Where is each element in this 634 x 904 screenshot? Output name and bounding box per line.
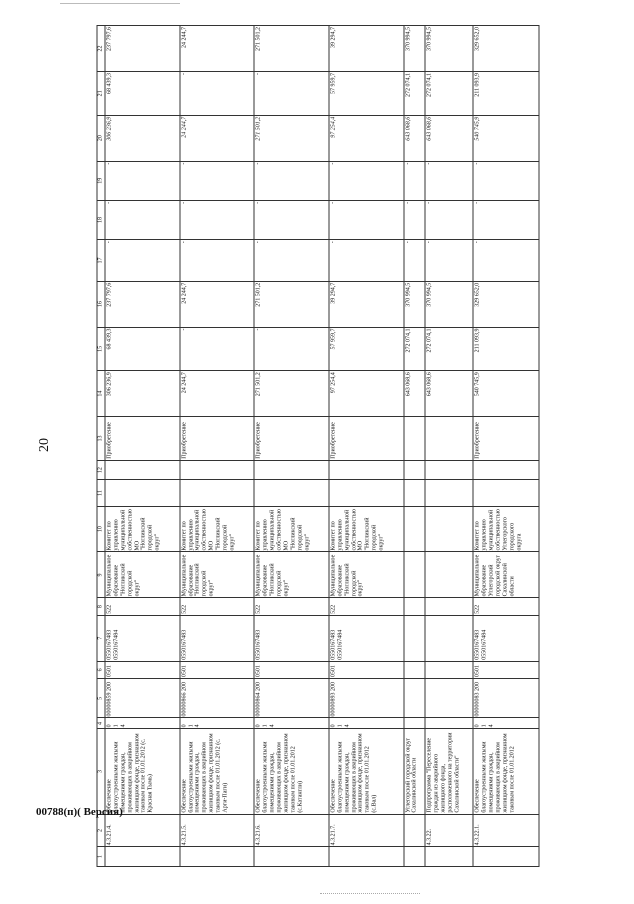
row-c16: 39 294,7 <box>329 281 404 327</box>
row-c16: 370 994,5 <box>404 281 426 327</box>
col-num: 2 <box>97 814 105 847</box>
row-kvr <box>404 615 426 661</box>
col-num: 8 <box>97 598 105 615</box>
row-c22: 24 244,7 <box>180 26 255 72</box>
row-description: Обеспечение благоустроенными жилыми помещениями граждан, проживающих в аварийном жилищном фонде, признанном таковым после 01.01.2012 (с. Арги-Паги) <box>180 729 255 814</box>
row-kvr: 0550167483 0550167484 <box>329 615 404 661</box>
row-c22: 237 797,6 <box>105 26 180 72</box>
row-description: Обеспечение благоустроенными жилыми помещениями граждан, проживающих в аварийном жилищном фонде, признанном таковым после 01.01.2012 (с.Вал) <box>329 729 404 814</box>
scan-artifact-line <box>60 3 180 4</box>
table-body <box>105 26 539 867</box>
row-c17: - <box>254 240 329 282</box>
row-vr: 522 <box>105 598 180 615</box>
row-recipient <box>425 552 473 598</box>
row-section <box>404 661 426 678</box>
col-num: 20 <box>97 115 105 161</box>
row-c15: 272 074,1 <box>425 327 473 371</box>
row-target-code: 00000864 200 <box>254 679 329 718</box>
row-col12 <box>254 460 329 480</box>
row-kvr: 0550167483 0550167484 <box>105 615 180 661</box>
row-executor: Комитет по управлению муниципальной собственностью МО "Ногликский городской округ" <box>105 506 180 552</box>
row-vr <box>425 598 473 615</box>
row-c14: 271 501,2 <box>254 371 329 417</box>
row-c17: - <box>329 240 404 282</box>
row-c17: - <box>473 240 539 282</box>
row-vr: 522 <box>329 598 404 615</box>
column-number-row <box>97 26 105 867</box>
row-c16: 329 652,0 <box>473 281 539 327</box>
row-description: Обеспечение благоустроенными жилыми помещениями граждан, проживающих в аварийном жилищном фонде, признанном таковым после 01.01.2012 (с. Красная Тымь) <box>105 729 180 814</box>
row-method: Приобретение <box>329 417 404 461</box>
row-c14: 24 244,7 <box>180 371 255 417</box>
row-c14: 97 254,4 <box>329 371 404 417</box>
row-c16: 370 994,5 <box>425 281 473 327</box>
row-c22: 329 652,0 <box>473 26 539 72</box>
row-section <box>425 661 473 678</box>
row-years <box>425 718 473 729</box>
col-num: 9 <box>97 552 105 598</box>
row-c18: - <box>404 200 426 239</box>
row-target-code <box>425 679 473 718</box>
row-col11 <box>180 480 255 506</box>
row-c15: - <box>180 327 255 371</box>
row-col1 <box>329 847 404 867</box>
col-num: 17 <box>97 240 105 282</box>
row-c14: 643 068,6 <box>404 371 426 417</box>
row-c21: 68 439,3 <box>105 72 180 116</box>
row-c20: 24 244,7 <box>180 115 255 161</box>
row-recipient: Муниципальное образование Углегорский городской округ Сахалинской области <box>473 552 539 598</box>
table-row <box>425 26 473 867</box>
row-c15: 211 093,9 <box>473 327 539 371</box>
row-c19: - <box>473 161 539 200</box>
row-section: 0501 <box>105 661 180 678</box>
row-c21: 211 093,9 <box>473 72 539 116</box>
row-years: 0 1 4 <box>105 718 180 729</box>
row-c17: - <box>404 240 426 282</box>
row-c20: 643 068,6 <box>404 115 426 161</box>
row-c17: - <box>105 240 180 282</box>
row-section: 0501 <box>473 661 539 678</box>
row-vr <box>404 598 426 615</box>
row-target-code: 00000859 200 <box>105 679 180 718</box>
row-col12 <box>105 460 180 480</box>
row-col11 <box>473 480 539 506</box>
row-method: Приобретение <box>105 417 180 461</box>
row-c21: 57 959,7 <box>329 72 404 116</box>
col-num: 19 <box>97 161 105 200</box>
col-num: 13 <box>97 417 105 461</box>
scan-artifact-dots <box>320 893 420 895</box>
row-c19: - <box>254 161 329 200</box>
row-c22: 370 994,5 <box>404 26 426 72</box>
row-c18: - <box>425 200 473 239</box>
row-description: Обеспечение благоустроенными жилыми помещениями граждан, проживающих в аварийном жилищном фонде, признанном таковым после 01.01.2012 <box>473 729 539 814</box>
col-num: 3 <box>97 729 105 814</box>
table-row <box>404 26 426 867</box>
row-col1 <box>404 847 426 867</box>
row-description: Углегорский городской округ Сахалинской области <box>404 729 426 814</box>
row-c21: 272 074,1 <box>425 72 473 116</box>
row-c19: - <box>180 161 255 200</box>
row-c21: 272 074,1 <box>404 72 426 116</box>
row-col12 <box>473 460 539 480</box>
col-num: 7 <box>97 615 105 661</box>
row-c22: 271 501,2 <box>254 26 329 72</box>
row-c14: 643 068,6 <box>425 371 473 417</box>
row-c22: 370 994,5 <box>425 26 473 72</box>
row-c15: 68 439,3 <box>105 327 180 371</box>
row-vr: 522 <box>180 598 255 615</box>
row-executor <box>425 506 473 552</box>
row-id: 4.3.21.6. <box>254 814 329 847</box>
table-row <box>254 26 329 867</box>
row-col1 <box>473 847 539 867</box>
row-executor <box>404 506 426 552</box>
row-col11 <box>105 480 180 506</box>
row-recipient: Муниципальное образование "Ногликский городской округ" <box>254 552 329 598</box>
row-kvr: 0550167483 0550167484 <box>473 615 539 661</box>
row-years: 0 1 4 <box>180 718 255 729</box>
row-c15: 272 074,1 <box>404 327 426 371</box>
row-c14: 540 745,9 <box>473 371 539 417</box>
col-num: 21 <box>97 72 105 116</box>
row-c14: 306 236,9 <box>105 371 180 417</box>
col-num: 6 <box>97 661 105 678</box>
row-target-code: 00000866 200 <box>180 679 255 718</box>
row-method: Приобретение <box>473 417 539 461</box>
row-c16: 271 501,2 <box>254 281 329 327</box>
row-c18: - <box>105 200 180 239</box>
page-number: 20 <box>37 438 52 452</box>
program-table <box>97 25 540 867</box>
row-section: 0501 <box>254 661 329 678</box>
table-row <box>329 26 404 867</box>
row-c18: - <box>254 200 329 239</box>
row-c22: 39 294,7 <box>329 26 404 72</box>
row-col11 <box>404 480 426 506</box>
row-col1 <box>425 847 473 867</box>
col-num: 4 <box>97 718 105 729</box>
row-recipient <box>404 552 426 598</box>
row-description: Подпрограмма "Переселение граждан из аварийного жилищного фонда, расположенного на территории Сахалинской области" <box>425 729 473 814</box>
row-years: 0 1 4 <box>473 718 539 729</box>
row-vr: 522 <box>473 598 539 615</box>
table-row <box>105 26 180 867</box>
row-c18: - <box>180 200 255 239</box>
row-col12 <box>425 460 473 480</box>
row-years: 0 1 4 <box>329 718 404 729</box>
row-c20: 271 501,2 <box>254 115 329 161</box>
row-c16: 24 244,7 <box>180 281 255 327</box>
row-c19: - <box>425 161 473 200</box>
row-target-code: 00000893 200 <box>329 679 404 718</box>
row-id: 4.3.22. <box>425 814 473 847</box>
col-num: 1 <box>97 847 105 867</box>
row-c19: - <box>105 161 180 200</box>
footer-code: 00788(п)( Версия) <box>36 806 123 818</box>
row-years: 0 1 4 <box>254 718 329 729</box>
row-method <box>425 417 473 461</box>
col-num: 11 <box>97 480 105 506</box>
row-col12 <box>329 460 404 480</box>
row-col11 <box>425 480 473 506</box>
row-c20: 97 254,4 <box>329 115 404 161</box>
row-c20: 306 236,9 <box>105 115 180 161</box>
row-c19: - <box>329 161 404 200</box>
row-executor: Комитет по управлению муниципальной собственностью МО "Ногликский городской округ" <box>254 506 329 552</box>
row-c18: - <box>329 200 404 239</box>
row-col11 <box>329 480 404 506</box>
row-id: 4.3.21.5. <box>180 814 255 847</box>
col-num: 12 <box>97 460 105 480</box>
row-id <box>404 814 426 847</box>
col-num: 22 <box>97 26 105 72</box>
table-row <box>473 26 539 867</box>
row-id: 4.3.22.1. <box>473 814 539 847</box>
row-c17: - <box>180 240 255 282</box>
row-description: Обеспечение благоустроенными жилыми помещениями граждан, проживающих в аварийном жилищном фонде, признанном таковым после 01.01.2012 (с.Катангли) <box>254 729 329 814</box>
row-kvr <box>425 615 473 661</box>
row-executor: Комитет по управлению муниципальной собственностью МО "Ногликский городской округ" <box>180 506 255 552</box>
row-recipient: Муниципальное образование "Ногликский городской округ" <box>180 552 255 598</box>
row-col1 <box>180 847 255 867</box>
table-row <box>180 26 255 867</box>
row-c15: - <box>254 327 329 371</box>
row-id: 4.3.21.7. <box>329 814 404 847</box>
row-c20: 643 068,6 <box>425 115 473 161</box>
col-num: 15 <box>97 327 105 371</box>
col-num: 10 <box>97 506 105 552</box>
row-method <box>404 417 426 461</box>
col-num: 14 <box>97 371 105 417</box>
col-num: 5 <box>97 679 105 718</box>
row-c16: 237 797,6 <box>105 281 180 327</box>
col-num: 16 <box>97 281 105 327</box>
row-target-code: 00000083 200 <box>473 679 539 718</box>
row-recipient: Муниципальное образование "Ногликский городской округ" <box>329 552 404 598</box>
row-section: 0501 <box>329 661 404 678</box>
row-c21: - <box>254 72 329 116</box>
row-c19: - <box>404 161 426 200</box>
row-c20: 540 745,9 <box>473 115 539 161</box>
row-executor: Комитет по управлению муниципальной собственностью МО "Ногликский городской округ" <box>329 506 404 552</box>
row-col11 <box>254 480 329 506</box>
row-method: Приобретение <box>180 417 255 461</box>
row-vr: 522 <box>254 598 329 615</box>
row-col1 <box>105 847 180 867</box>
row-executor: Комитет по управлению муниципальной собственностью Углегорского городского округа <box>473 506 539 552</box>
col-num: 18 <box>97 200 105 239</box>
row-kvr: 0550167483 <box>180 615 255 661</box>
row-years <box>404 718 426 729</box>
row-kvr: 0550167483 <box>254 615 329 661</box>
row-col1 <box>254 847 329 867</box>
row-c15: 57 959,7 <box>329 327 404 371</box>
row-col12 <box>404 460 426 480</box>
row-c18: - <box>473 200 539 239</box>
row-col12 <box>180 460 255 480</box>
row-id: 4.3.21.4. <box>105 814 180 847</box>
rotated-table-sheet <box>97 25 540 867</box>
row-target-code <box>404 679 426 718</box>
row-c17: - <box>425 240 473 282</box>
row-section: 0501 <box>180 661 255 678</box>
row-c21: - <box>180 72 255 116</box>
row-method: Приобретение <box>254 417 329 461</box>
row-recipient: Муниципальное образование "Ногликский городской округ" <box>105 552 180 598</box>
